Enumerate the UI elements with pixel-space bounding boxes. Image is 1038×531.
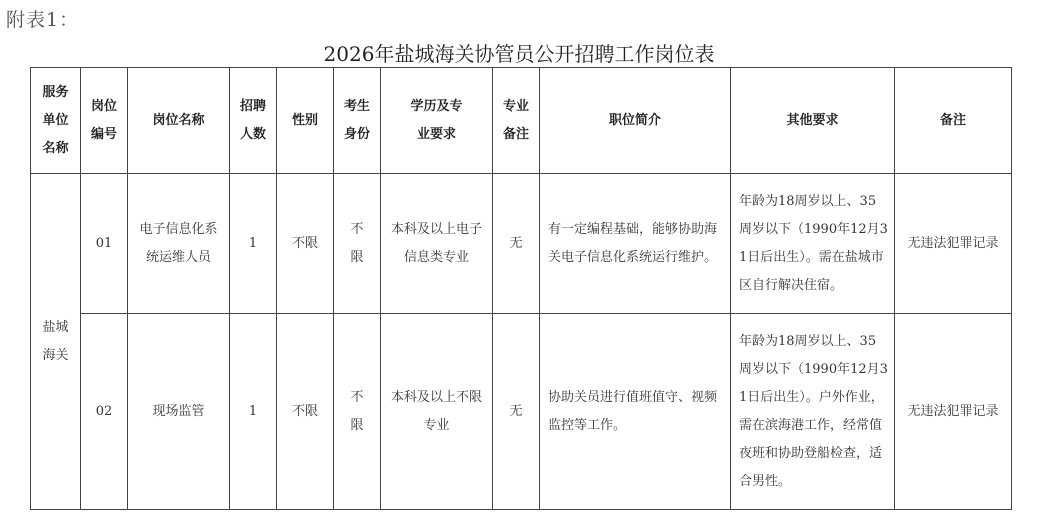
header-other: 其他要求: [731, 68, 895, 174]
header-major-note: 专业备注: [493, 68, 540, 174]
cell-remark: 无违法犯罪记录: [895, 174, 1012, 314]
header-education: 学历及专业要求: [381, 68, 493, 174]
header-code: 岗位编号: [81, 68, 128, 174]
cell-other: 年龄为18周岁以上、35周岁以下（1990年12月31日后出生）。户外作业，需在滨海港工作，经常值夜班和协助登船检查，适合男性。: [731, 314, 895, 510]
cell-identity: 不限: [334, 314, 381, 510]
table-header-row: [31, 68, 1012, 174]
job-positions-table: [30, 67, 1012, 510]
cell-major-note: 无: [493, 174, 540, 314]
header-remark: 备注: [895, 68, 1012, 174]
header-gender: 性别: [277, 68, 334, 174]
cell-name: 现场监管: [128, 314, 230, 510]
header-count: 招聘人数: [230, 68, 277, 174]
header-description: 职位简介: [540, 68, 731, 174]
cell-other: 年龄为18周岁以上、35周岁以下（1990年12月31日后出生）。需在盐城市区自行解决住宿。: [731, 174, 895, 314]
cell-name: 电子信息化系统运维人员: [128, 174, 230, 314]
cell-code: 02: [81, 314, 128, 510]
cell-identity: 不限: [334, 174, 381, 314]
cell-gender: 不限: [277, 174, 334, 314]
cell-education: 本科及以上电子信息类专业: [381, 174, 493, 314]
cell-unit: 盐城海关: [31, 174, 81, 510]
cell-gender: 不限: [277, 314, 334, 510]
table-row: [31, 314, 1012, 510]
document-title: 2026年盐城海关协管员公开招聘工作岗位表: [323, 42, 715, 66]
cell-description: 有一定编程基础，能够协助海关电子信息化系统运行维护。: [540, 174, 731, 314]
header-identity: 考生身份: [334, 68, 381, 174]
header-name: 岗位名称: [128, 68, 230, 174]
cell-major-note: 无: [493, 314, 540, 510]
table-row: [31, 174, 1012, 314]
cell-remark: 无违法犯罪记录: [895, 314, 1012, 510]
cell-code: 01: [81, 174, 128, 314]
cell-count: 1: [230, 174, 277, 314]
cell-count: 1: [230, 314, 277, 510]
cell-description: 协助关员进行值班值守、视频监控等工作。: [540, 314, 731, 510]
cell-education: 本科及以上不限专业: [381, 314, 493, 510]
attachment-label: 附表1：: [6, 9, 80, 31]
header-unit: 服务单位名称: [31, 68, 81, 174]
